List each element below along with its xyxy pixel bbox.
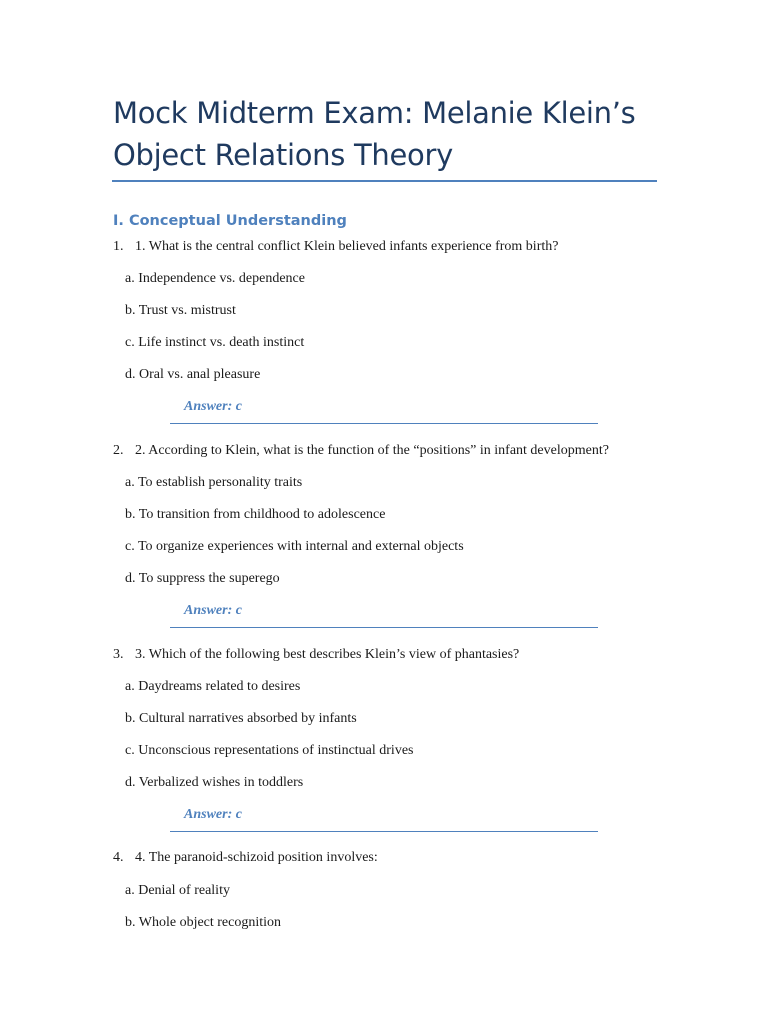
- question-3: [113, 646, 519, 664]
- question-2-text: 2. According to Klein, what is the function of the “positions” in infant development?: [135, 443, 609, 458]
- title-line-2: Object Relations Theory: [113, 138, 453, 172]
- question-3-number: 3.: [113, 647, 124, 662]
- question-1-option-d: d. Oral vs. anal pleasure: [125, 367, 261, 382]
- question-2-answer: Answer: c: [184, 603, 242, 618]
- question-2-option-a: a. To establish personality traits: [125, 475, 303, 490]
- question-1-answer-rule: [170, 423, 598, 424]
- question-2-option-d: d. To suppress the superego: [125, 571, 280, 586]
- question-1: [113, 238, 558, 256]
- question-4: [113, 849, 378, 867]
- question-2: [113, 442, 609, 460]
- question-1-option-b: b. Trust vs. mistrust: [125, 303, 236, 318]
- question-2-option-c: c. To organize experiences with internal and external objects: [125, 539, 464, 554]
- question-3-option-a: a. Daydreams related to desires: [125, 679, 301, 694]
- question-3-option-d: d. Verbalized wishes in toddlers: [125, 775, 304, 790]
- question-4-number: 4.: [113, 850, 124, 865]
- question-1-number: 1.: [113, 239, 124, 254]
- question-4-text: 4. The paranoid-schizoid position involves:: [135, 850, 378, 865]
- document-title: [113, 92, 673, 176]
- question-2-answer-rule: [170, 627, 598, 628]
- question-1-option-c: c. Life instinct vs. death instinct: [125, 335, 305, 350]
- question-4-option-a: a. Denial of reality: [125, 883, 230, 898]
- question-3-answer-rule: [170, 831, 598, 832]
- question-3-text: 3. Which of the following best describes Klein’s view of phantasies?: [135, 647, 520, 662]
- question-1-text: 1. What is the central conflict Klein believed infants experience from birth?: [135, 239, 559, 254]
- question-3-option-c: c. Unconscious representations of instinctual drives: [125, 743, 414, 758]
- question-1-answer: Answer: c: [184, 399, 242, 414]
- question-2-option-b: b. To transition from childhood to adolescence: [125, 507, 386, 522]
- section-heading: I. Conceptual Understanding: [113, 213, 347, 229]
- question-1-option-a: a. Independence vs. dependence: [125, 271, 305, 286]
- question-4-option-b: b. Whole object recognition: [125, 915, 282, 930]
- title-underline: [112, 180, 657, 182]
- title-line-1: Mock Midterm Exam: Melanie Klein’s: [113, 96, 636, 130]
- question-3-answer: Answer: c: [184, 807, 242, 822]
- question-3-option-b: b. Cultural narratives absorbed by infants: [125, 711, 357, 726]
- question-2-number: 2.: [113, 443, 124, 458]
